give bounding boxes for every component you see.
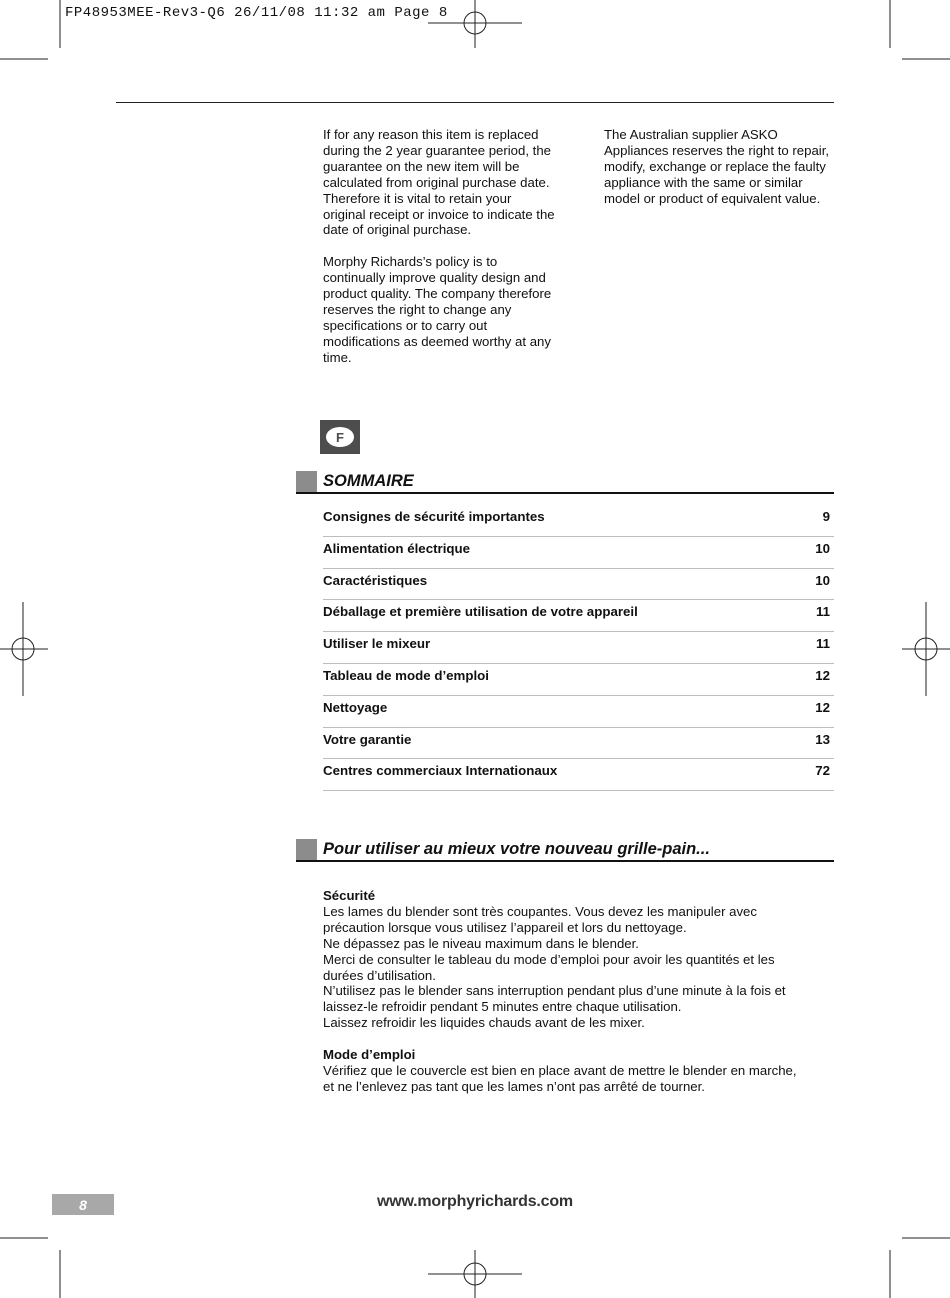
toc-label: Tableau de mode d’emploi [323,667,489,683]
toc-page: 72 [815,763,830,779]
toc-label: Alimentation électrique [323,540,471,556]
securite-line: laissez-le refroidir pendant 5 minutes entre chaque utilisation. [323,999,682,1015]
table-of-contents [323,505,834,791]
usage-title: Pour utiliser au mieux votre nouveau grille-pain... [323,840,710,858]
toc-label: Nettoyage [323,699,388,715]
toc-item[interactable] [323,600,834,632]
mode-line: et ne l’enlevez pas tant que les lames n’ont pas arrêté de tourner. [323,1078,705,1094]
toc-page: 9 [822,509,830,524]
policy-paragraph: Morphy Richards’s policy is to continually improve quality design and product quality. The company therefore reserves the right to change any specifications or to carry out modifications as deemed worthy at any time. [323,254,552,365]
toc-page: 10 [815,572,830,588]
intro-right-column [604,127,832,222]
toc-page: 12 [815,699,830,715]
registration-mark-top [428,0,522,48]
usage-body [323,888,835,1095]
spacer [323,1031,835,1047]
sommaire-title: SOMMAIRE [323,472,414,490]
securite-line: durées d’utilisation. [323,967,436,983]
securite-line: N’utilisez pas le blender sans interruption pendant plus d’une minute à la fois et [323,983,786,999]
toc-label: Caractéristiques [323,572,428,588]
securite-line: précaution lorsque vous utilisez l’appareil et lors du nettoyage. [323,919,687,935]
section-marker [296,471,317,492]
toc-label: Centres commerciaux Internationaux [323,763,558,779]
securite-line: Ne dépassez pas le niveau maximum dans le blender. [323,935,639,951]
securite-line: Merci de consulter le tableau du mode d’emploi pour avoir les quantités et les [323,951,775,967]
toc-label: Consignes de sécurité importantes [323,509,545,524]
guarantee-paragraph: If for any reason this item is replaced during the 2 year guarantee period, the guarantee on the new item will be calculated from original purchase date. Therefore it is vital to retain your original receipt or invoice to indicate the date of original purchase. [323,127,555,238]
toc-page: 10 [815,540,830,556]
registration-mark-right [902,602,950,696]
registration-mark-bottom [428,1250,522,1298]
toc-item[interactable] [323,664,834,696]
toc-label: Déballage et première utilisation de votre appareil [323,604,638,620]
toc-label: Votre garantie [323,731,412,747]
language-badge [320,420,360,454]
website-link[interactable]: www.morphyrichards.com [377,1193,573,1210]
mode-line: Vérifiez que le couvercle est bien en place avant de mettre le blender en marche, [323,1062,797,1078]
toc-item[interactable] [323,537,834,569]
toc-item[interactable] [323,728,834,760]
toc-item[interactable] [323,759,834,791]
toc-item[interactable] [323,569,834,601]
page-number: 8 [52,1194,114,1215]
toc-page: 12 [815,667,830,683]
toc-item[interactable] [323,505,834,537]
registration-mark-left [0,602,48,696]
toc-page: 11 [815,636,830,652]
print-slug: FP48953MEE-Rev3-Q6 26/11/08 11:32 am Page 8 [65,5,448,21]
section-marker [296,839,317,860]
mode-emploi-heading: Mode d’emploi [323,1047,416,1063]
intro-left-column [323,127,555,381]
toc-page: 11 [815,604,830,620]
supplier-paragraph: The Australian supplier ASKO Appliances reserves the right to repair, modify, exchange or replace the faulty appliance with the same or similar model or product of equivalent value. [604,127,830,206]
usage-heading [296,839,834,862]
sommaire-heading [296,471,834,494]
toc-label: Utiliser le mixeur [323,636,431,652]
toc-item[interactable] [323,632,834,664]
language-badge-label: F [326,427,354,447]
toc-item[interactable] [323,696,834,728]
toc-page: 13 [815,731,830,747]
header-rule [116,102,834,103]
securite-line: Les lames du blender sont très coupantes. Vous devez les manipuler avec [323,903,757,919]
securite-heading: Sécurité [323,888,376,903]
securite-line: Laissez refroidir les liquides chauds avant de les mixer. [323,1015,645,1031]
